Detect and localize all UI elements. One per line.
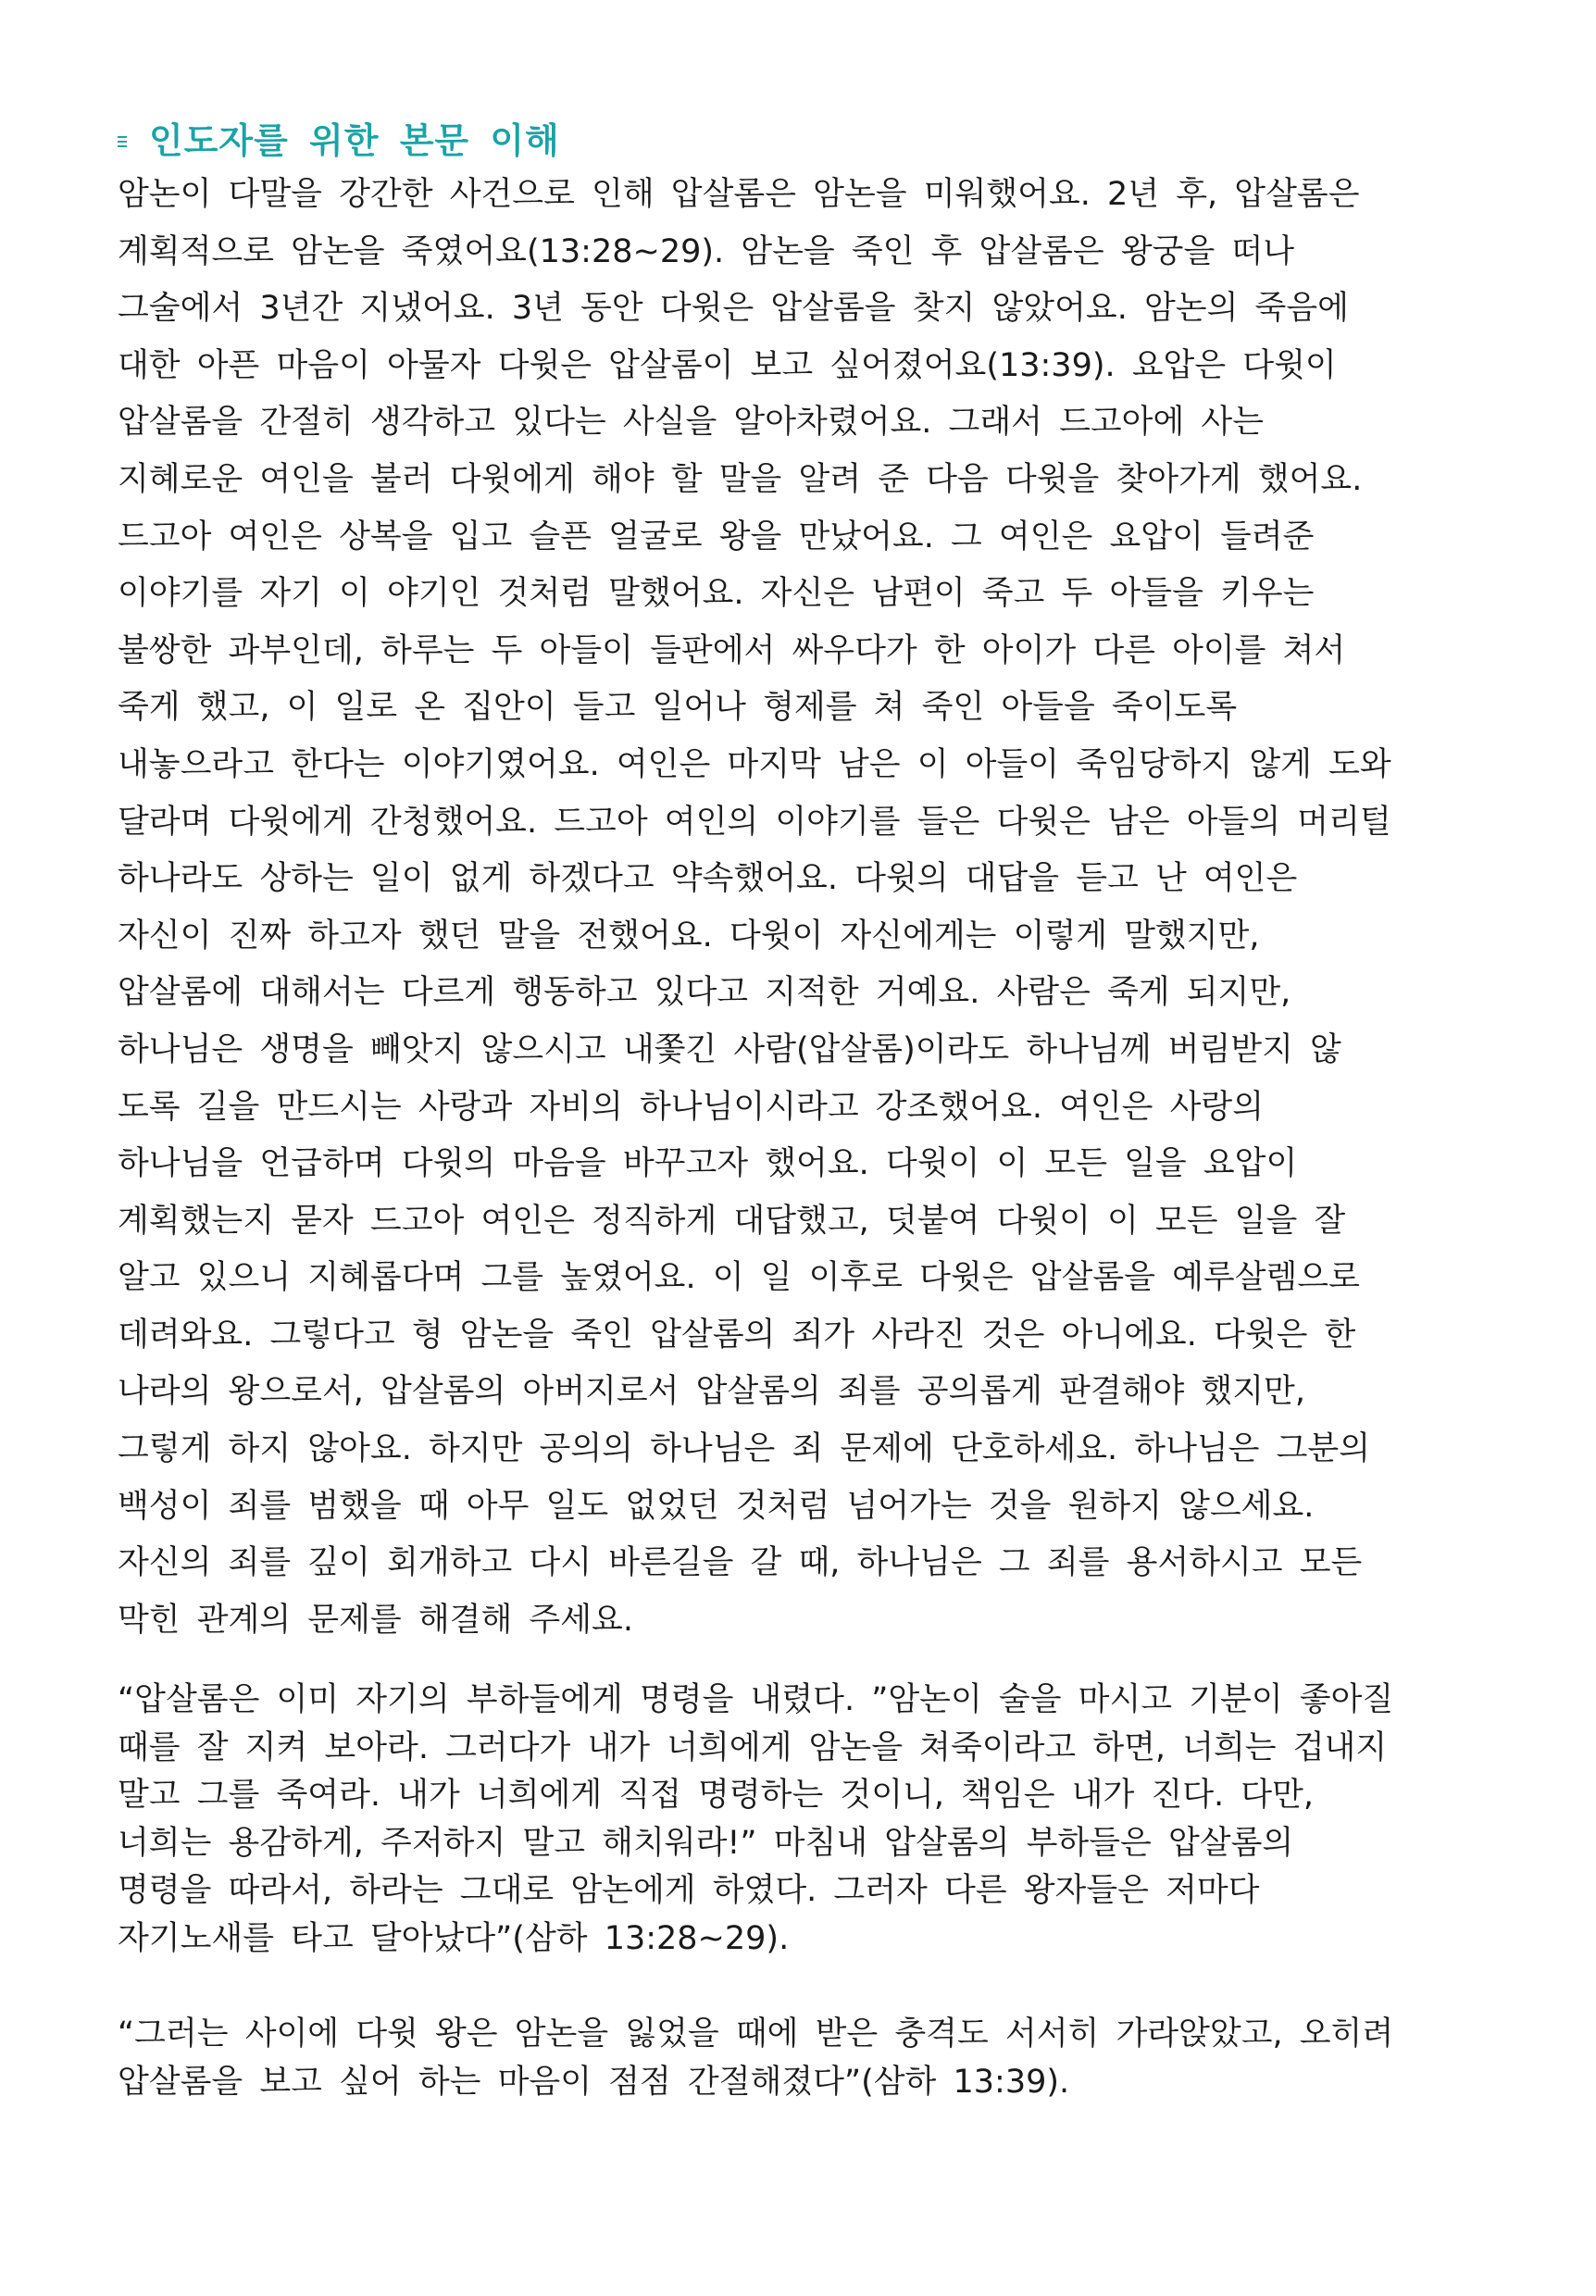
document-page — [118, 109, 1515, 2106]
section-heading — [118, 109, 1515, 165]
body-line: 암논이 다말을 강간한 사건으로 인해 압살롬은 암논을 미워했어요. 2년 후, 압살롬은 — [118, 176, 1360, 213]
list-icon — [118, 136, 131, 150]
quote-line: 말고 그를 죽여라. 내가 너희에게 직접 명령하는 것이니, 책임은 내가 진다. 다만, — [118, 1777, 1314, 1815]
quote-line: 너희는 용감하게, 주저하지 말고 해치워라!” 마침내 압살롬의 부하들은 압살롬의 — [118, 1824, 1294, 1862]
body-line: 백성이 죄를 범했을 때 아무 일도 없었던 것처럼 넘어가는 것을 원하지 않으세요. — [118, 1487, 1315, 1525]
body-line: 자신의 죄를 깊이 회개하고 다시 바른길을 갈 때, 하나님은 그 죄를 용서하시고 모든 — [118, 1544, 1363, 1582]
quote-line: “압살롬은 이미 자기의 부하들에게 명령을 내렸다. ”암논이 술을 마시고 기분이 좋아질 — [118, 1681, 1394, 1719]
body-line: 대한 아픈 마음이 아물자 다윗은 압살롬이 보고 싶어졌어요(13:39). 요압은 다윗이 — [118, 346, 1337, 384]
body-line: 압살롬에 대해서는 다르게 행동하고 있다고 지적한 거예요. 사람은 죽게 되지만, — [118, 974, 1291, 1012]
body-line: 압살롬을 간절히 생각하고 있다는 사실을 알아차렸어요. 그래서 드고아에 사는 — [118, 404, 1265, 442]
body-line: 그술에서 3년간 지냈어요. 3년 동안 다윗은 압살롬을 찾지 않았어요. 암논의 죽음에 — [118, 290, 1349, 328]
body-line: 계획적으로 암논을 죽였어요(13:28~29). 암논을 죽인 후 압살롬은 왕궁을 떠나 — [118, 232, 1295, 270]
body-line: 계획했는지 묻자 드고아 여인은 정직하게 대답했고, 덧붙여 다윗이 이 모든 일을 잘 — [118, 1202, 1346, 1240]
quote-line: 자기노새를 타고 달아났다”(삼하 13:28~29). — [118, 1919, 790, 1957]
body-line: 자신이 진짜 하고자 했던 말을 전했어요. 다윗이 자신에게는 이렇게 말했지만, — [118, 917, 1260, 955]
body-line: 데려와요. 그렇다고 형 암논을 죽인 압살롬의 죄가 사라진 것은 아니에요. 다윗은 한 — [118, 1316, 1356, 1354]
quote-line: “그러는 사이에 다윗 왕은 암논을 잃었을 때에 받은 충격도 서서히 가라앉았고, 오히려 — [118, 2015, 1394, 2053]
body-line: 그렇게 하지 않아요. 하지만 공의의 하나님은 죄 문제에 단호하세요. 하나님은 그분의 — [118, 1430, 1371, 1468]
body-line: 막힌 관계의 문제를 해결해 주세요. — [118, 1601, 633, 1639]
body-line: 나라의 왕으로서, 압살롬의 아버지로서 압살롬의 죄를 공의롭게 판결해야 했지만, — [118, 1373, 1305, 1411]
body-line: 이야기를 자기 이 야기인 것처럼 말했어요. 자신은 남편이 죽고 두 아들을 키우는 — [118, 575, 1315, 613]
body-paragraph — [118, 167, 1515, 1649]
body-line: 하나님은 생명을 빼앗지 않으시고 내쫓긴 사람(압살롬)이라도 하나님께 버림받지 않 — [118, 1030, 1341, 1068]
body-line: 죽게 했고, 이 일로 온 집안이 들고 일어나 형제를 쳐 죽인 아들을 죽이도록 — [118, 689, 1238, 727]
body-line: 내놓으라고 한다는 이야기였어요. 여인은 마지막 남은 이 아들이 죽임당하지 않게 도와 — [118, 745, 1391, 783]
quote-line: 압살롬을 보고 싶어 하는 마음이 점점 간절해졌다”(삼하 13:39). — [118, 2063, 1070, 2101]
quote-line: 명령을 따라서, 하라는 그대로 암논에게 하였다. 그러자 다른 왕자들은 저마다 — [118, 1872, 1260, 1910]
body-line: 지혜로운 여인을 불러 다윗에게 해야 할 말을 알려 준 다음 다윗을 찾아가게 했어요. — [118, 460, 1363, 498]
quote-line: 때를 잘 지켜 보아라. 그러다가 내가 너희에게 암논을 쳐죽이라고 하면, 너희는 겁내지 — [118, 1728, 1388, 1766]
body-line: 알고 있으니 지혜롭다며 그를 높였어요. 이 일 이후로 다윗은 압살롬을 예루살렘으로 — [118, 1259, 1360, 1297]
body-line: 도록 길을 만드시는 사랑과 자비의 하나님이시라고 강조했어요. 여인은 사랑의 — [118, 1088, 1265, 1126]
body-line: 달라며 다윗에게 간청했어요. 드고아 여인의 이야기를 들은 다윗은 남은 아들의 머리털 — [118, 803, 1391, 841]
body-line: 하나님을 언급하며 다윗의 마음을 바꾸고자 했어요. 다윗이 이 모든 일을 요압이 — [118, 1145, 1298, 1183]
body-line: 불쌍한 과부인데, 하루는 두 아들이 들판에서 싸우다가 한 아이가 다른 아이를 쳐서 — [118, 631, 1346, 669]
scripture-quote-2 — [118, 2011, 1515, 2106]
scripture-quote-1 — [118, 1677, 1515, 1963]
body-line: 드고아 여인은 상복을 입고 슬픈 얼굴로 왕을 만났어요. 그 여인은 요압이 들려준 — [118, 518, 1315, 555]
body-line: 하나라도 상하는 일이 없게 하겠다고 약속했어요. 다윗의 대답을 듣고 난 여인은 — [118, 860, 1298, 898]
section-title: 인도자를 위한 본문 이해 — [149, 119, 560, 161]
